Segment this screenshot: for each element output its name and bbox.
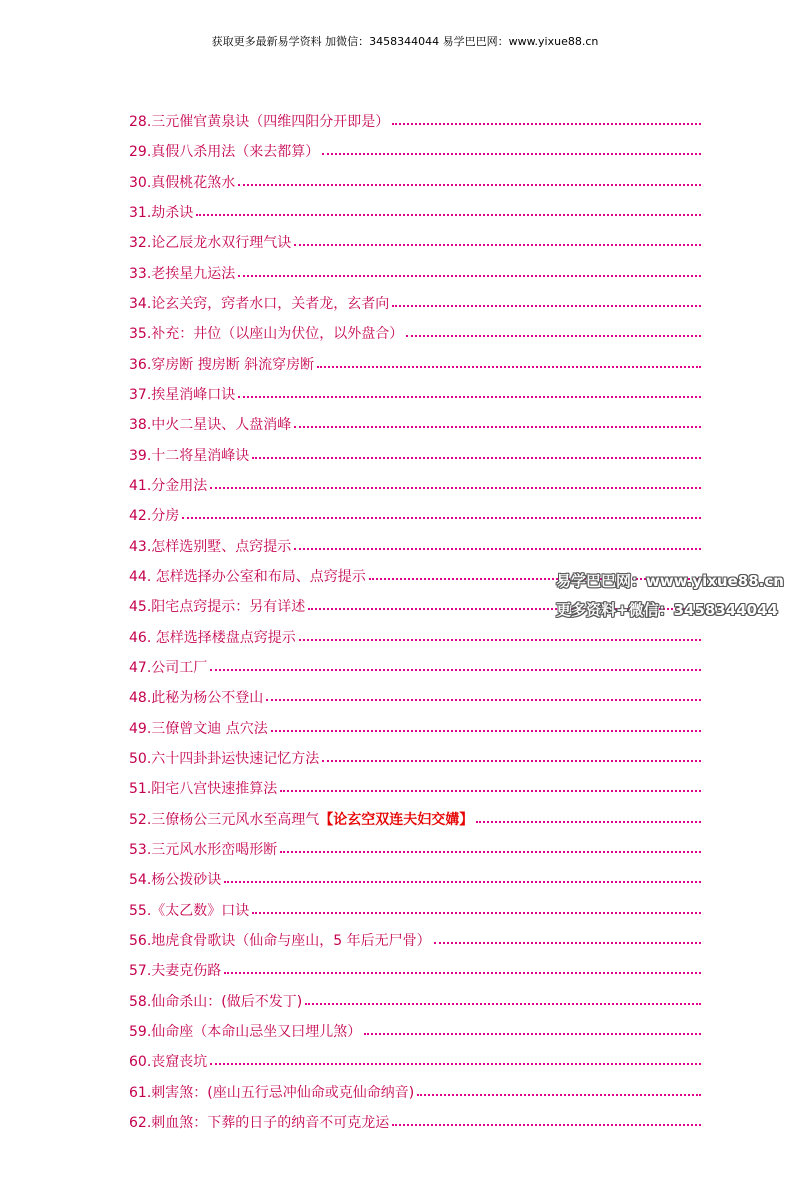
toc-entry[interactable]: [129, 652, 701, 682]
toc-entry-highlight: 【论玄空双连夫妇交媾】: [319, 811, 474, 828]
toc-entry[interactable]: [129, 1016, 701, 1046]
toc-entry[interactable]: [129, 986, 701, 1016]
toc-entry-text: [129, 960, 221, 980]
toc-entry-text: [129, 505, 179, 525]
toc-entry-title: 33.老挨星九运法: [129, 265, 236, 282]
toc-entry-title: 53.三元风水形峦喝形断: [129, 842, 278, 859]
toc-entry[interactable]: [129, 622, 701, 652]
toc-entry-title: 42.分房: [129, 508, 180, 525]
toc-leader-dots: [392, 305, 701, 307]
toc-leader-dots: [434, 942, 701, 944]
toc-entry[interactable]: [129, 500, 701, 530]
toc-entry-title: 39.十二将星消峰诀: [129, 447, 250, 464]
toc-leader-dots: [322, 760, 701, 762]
toc-leader-dots: [392, 123, 701, 125]
toc-entry-text: [129, 1082, 414, 1102]
toc-entry[interactable]: [129, 531, 701, 561]
toc-entry-title: 36.穿房断 搜房断 斜流穿房断: [129, 356, 315, 373]
toc-entry-text: [129, 627, 296, 647]
watermark-line-1: 易学巴巴网：www.yixue88.cn: [556, 572, 784, 590]
watermark: [556, 567, 810, 625]
toc-leader-dots: [406, 335, 701, 337]
toc-entry[interactable]: [129, 106, 701, 136]
toc-entry[interactable]: [129, 470, 701, 500]
toc-entry[interactable]: [129, 682, 701, 712]
toc-entry-text: [129, 687, 263, 707]
toc-entry[interactable]: [129, 1107, 701, 1137]
toc-leader-dots: [182, 517, 701, 519]
toc-leader-dots: [299, 639, 701, 641]
toc-entry-text: [129, 930, 431, 950]
toc-leader-dots: [238, 396, 701, 398]
toc-entry-text: [129, 202, 193, 222]
toc-entry-title: 49.三僚曾文迪 点穴法: [129, 720, 268, 737]
toc-entry-title: 59.仙命座（本命山忌坐又曰埋儿煞）: [129, 1024, 362, 1040]
toc-entry-text: [129, 1021, 361, 1041]
toc-entry[interactable]: [129, 895, 701, 925]
toc-entry-text: [129, 354, 314, 374]
toc-entry[interactable]: [129, 864, 701, 894]
toc-entry-title: 35.补充：井位（以座山为伏位，以外盘合）: [129, 326, 404, 343]
toc-entry-title: 38.中火二星诀、人盘消峰: [129, 417, 292, 434]
toc-entry[interactable]: [129, 288, 701, 318]
toc-entry[interactable]: [129, 136, 701, 166]
toc-leader-dots: [317, 366, 701, 368]
toc-leader-dots: [238, 184, 701, 186]
toc-entry-title: 41.分金用法: [129, 478, 208, 495]
toc-leader-dots: [294, 548, 701, 550]
toc-leader-dots: [210, 1063, 701, 1065]
toc-leader-dots: [305, 1003, 701, 1005]
toc-leader-dots: [238, 275, 701, 277]
toc-entry-text: [129, 384, 235, 404]
toc-entry[interactable]: [129, 440, 701, 470]
toc-entry-text: [129, 1051, 207, 1071]
toc-leader-dots: [210, 669, 701, 671]
toc-entry-text: [129, 323, 403, 343]
toc-entry[interactable]: [129, 925, 701, 955]
toc-entry-title: 57.夫妻克伤路: [129, 963, 222, 980]
toc-entry-title: 48.此秘为杨公不登山: [129, 690, 264, 707]
toc-entry[interactable]: [129, 227, 701, 257]
toc-entry-title: 44. 怎样选择办公室和布局、点窍提示: [129, 569, 366, 586]
toc-entry-title: 52.三僚杨公三元风水至高理气: [129, 811, 320, 828]
toc-entry-text: [129, 869, 221, 889]
toc-entry-text: [129, 991, 302, 1011]
toc-entry-title: 55.《太乙数》口诀: [129, 902, 250, 919]
toc-entry-title: 31.劫杀诀: [129, 205, 194, 222]
toc-leader-dots: [266, 699, 701, 701]
toc-leader-dots: [392, 1124, 701, 1126]
toc-entry-title: 34.论玄关窍，窍者水口，关者龙，玄者向: [129, 296, 390, 313]
toc-entry[interactable]: [129, 349, 701, 379]
toc-entry-title: 46. 怎样选择楼盘点窍提示: [129, 629, 296, 646]
toc-leader-dots: [280, 851, 701, 853]
toc-entry-title: 45.阳宅点窍提示：另有详述: [129, 599, 306, 616]
toc-entry[interactable]: [129, 773, 701, 803]
toc-entry[interactable]: [129, 379, 701, 409]
toc-leader-dots: [271, 730, 701, 732]
toc-entry[interactable]: [129, 167, 701, 197]
toc-entry[interactable]: [129, 197, 701, 227]
toc-entry[interactable]: [129, 713, 701, 743]
toc-entry-text: [129, 657, 207, 677]
toc-entry-text: [129, 809, 473, 829]
toc-entry-title: 47.公司工厂: [129, 660, 208, 677]
toc-leader-dots: [322, 153, 701, 155]
toc-entry-text: [129, 141, 319, 161]
toc-leader-dots: [280, 790, 701, 792]
toc-leader-dots: [224, 881, 701, 883]
toc-leader-dots: [417, 1094, 701, 1096]
toc-entry-text: [129, 475, 207, 495]
toc-entry-title: 51.阳宅八宫快速推算法: [129, 781, 278, 798]
toc-entry[interactable]: [129, 1077, 701, 1107]
toc-leader-dots: [476, 821, 701, 823]
toc-entry-text: [129, 172, 235, 192]
toc-entry[interactable]: [129, 804, 701, 834]
toc-leader-dots: [364, 1033, 701, 1035]
toc-entry-title: 28.三元催官黄泉诀（四维四阳分开即是）: [129, 114, 390, 131]
toc-entry[interactable]: [129, 409, 701, 439]
page-header: 获取更多最新易学资料 加微信：3458344044 易学巴巴网：www.yixue88.cn: [211, 35, 599, 48]
toc-entry-title: 62.刺血煞：下葬的日子的纳音不可克龙运: [129, 1114, 390, 1131]
toc-entry-text: [129, 718, 268, 738]
toc-leader-dots: [210, 487, 701, 489]
toc-entry-title: 37.挨星消峰口诀: [129, 387, 236, 404]
toc-entry-text: [129, 414, 291, 434]
toc-entry-text: [129, 839, 277, 859]
toc-entry-text: [129, 778, 277, 798]
toc-leader-dots: [196, 214, 701, 216]
toc-entry-title: 50.六十四卦卦运快速记忆方法: [129, 751, 320, 768]
toc-entry-text: [129, 900, 249, 920]
toc-entry-title: 54.杨公拨砂诀: [129, 872, 222, 889]
toc-entry[interactable]: [129, 743, 701, 773]
toc-entry-title: 43.怎样选别墅、点窍提示: [129, 538, 292, 555]
toc-entry-text: [129, 566, 366, 586]
toc-entry-title: 56.地虎食骨歌诀（仙命与座山，5 年后无尸骨）: [129, 933, 431, 950]
toc-entry-title: 58.仙命杀山：(做后不发丁): [129, 993, 303, 1010]
toc-entry[interactable]: [129, 955, 701, 985]
toc-entry-text: [129, 536, 291, 556]
toc-entry-title: 30.真假桃花煞水: [129, 174, 236, 191]
toc-entry-text: [129, 293, 389, 313]
toc-leader-dots: [294, 426, 701, 428]
toc-entry[interactable]: [129, 1046, 701, 1076]
watermark-line-2: 更多资料+微信：3458344044: [556, 601, 778, 619]
toc-entry-text: [129, 263, 235, 283]
toc-entry-text: [129, 748, 319, 768]
toc-entry-text: [129, 445, 249, 465]
toc-entry-title: 29.真假八杀用法（来去都算）: [129, 144, 320, 161]
toc-leader-dots: [294, 244, 701, 246]
toc-leader-dots: [224, 972, 701, 974]
toc-entry[interactable]: [129, 318, 701, 348]
toc-leader-dots: [252, 912, 701, 914]
toc-entry[interactable]: [129, 258, 701, 288]
toc-entry-title: 60.丧窟丧坑: [129, 1054, 208, 1071]
toc-entry-text: [129, 596, 305, 616]
toc-entry[interactable]: [129, 834, 701, 864]
toc-entry-title: 32.论乙辰龙水双行理气诀: [129, 235, 292, 252]
toc-entry-text: [129, 111, 389, 131]
toc-entry-text: [129, 232, 291, 252]
toc-entry-text: [129, 1112, 389, 1132]
toc-entry-title: 61.刺害煞：(座山五行忌冲仙命或克仙命纳音): [129, 1084, 415, 1101]
toc-leader-dots: [252, 457, 701, 459]
